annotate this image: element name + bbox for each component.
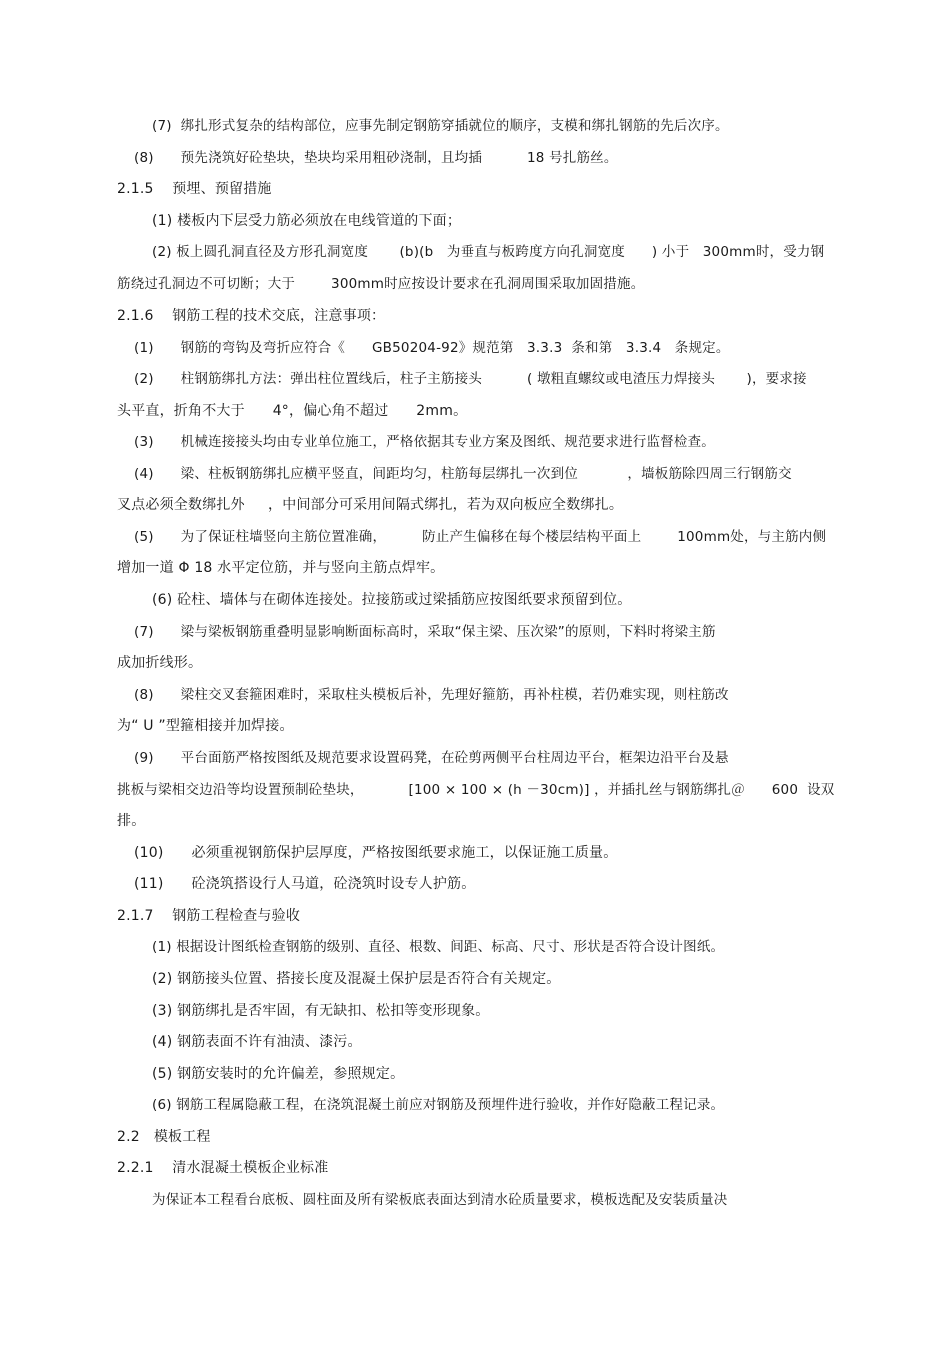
text-line: (1) 楼板内下层受力筋必须放在电线管道的下面；	[152, 213, 462, 229]
text-line: (2) 柱钢筋绑扎方法：弹出柱位置线后，柱子主筋接头 ( 墩粗直螺纹或电渣压力焊接头 )，要求接	[134, 371, 807, 387]
section-heading: 2.2 模板工程	[117, 1129, 211, 1145]
text-line: (7) 梁与梁板钢筋重叠明显影响断面标高时，采取“保主梁、压次梁”的原则，下料时将梁主筋	[134, 624, 716, 640]
text-line: (8) 梁柱交叉套箍困难时，采取柱头模板后补，先理好箍筋，再补柱模，若仍难实现，则柱筋改	[134, 687, 729, 703]
text-line: (11) 砼浇筑搭设行人马道，砼浇筑时设专人护筋。	[134, 876, 476, 892]
text-line: (6) 砼柱、墙体与在砌体连接处。拉接筋或过梁插筋应按图纸要求预留到位。	[152, 592, 632, 608]
text-line: (2) 板上圆孔洞直径及方形孔洞宽度 (b)(b 为垂直与板跨度方向孔洞宽度 ) 小于 300mm时，受力钢	[152, 244, 825, 260]
text-line: 叉点必须全数绑扎外 ，中间部分可采用间隔式绑扎，若为双向板应全数绑扎。	[117, 497, 624, 513]
text-line: 为“ U ”型箍相接并加焊接。	[117, 718, 294, 734]
text-line: (1) 钢筋的弯钩及弯折应符合《 GB50204-92》规范第 3.3.3 条和第 3.3.4 条规定。	[134, 340, 730, 356]
text-line: 增加一道 Φ 18 水平定位筋，并与竖向主筋点焊牢。	[117, 560, 445, 576]
text-line: (8) 预先浇筑好砼垫块，垫块均采用粗砂浇制，且均插 18 号扎筋丝。	[134, 150, 618, 166]
section-heading: 2.2.1 清水混凝土模板企业标准	[117, 1160, 329, 1176]
text-line: 成加折线形。	[117, 655, 203, 671]
text-line: 为保证本工程看台底板、圆柱面及所有梁板底表面达到清水砼质量要求，模板选配及安装质量决	[152, 1192, 728, 1208]
text-line: (5) 钢筋安装时的允许偏差，参照规定。	[152, 1066, 405, 1082]
section-heading: 2.1.5 预埋、预留措施	[117, 181, 272, 197]
section-heading: 2.1.7 钢筋工程检查与验收	[117, 908, 301, 924]
text-line: (3) 机械连接接头均由专业单位施工，严格依据其专业方案及图纸、规范要求进行监督检查。	[134, 434, 715, 450]
text-line: (4) 梁、柱板钢筋绑扎应横平竖直，间距均匀，柱筋每层绑扎一次到位 ，墙板筋除四周三行钢筋交	[134, 466, 792, 482]
text-line: (4) 钢筋表面不许有油渍、漆污。	[152, 1034, 362, 1050]
text-line: (2) 钢筋接头位置、搭接长度及混凝土保护层是否符合有关规定。	[152, 971, 561, 987]
text-line: (3) 钢筋绑扎是否牢固，有无缺扣、松扣等变形现象。	[152, 1003, 490, 1019]
text-line: 挑板与梁相交边沿等均设置预制砼垫块， [100 × 100 × (h －30cm)] ，并插扎丝与钢筋绑扎＠ 600 设双	[117, 782, 835, 798]
text-line: 头平直，折角不大于 4°，偏心角不超过 2mm。	[117, 403, 468, 419]
text-line: (6) 钢筋工程属隐蔽工程，在浇筑混凝土前应对钢筋及预埋件进行验收，并作好隐蔽工程记录。	[152, 1097, 725, 1113]
text-line: 排。	[117, 813, 146, 829]
text-line: (5) 为了保证柱墙竖向主筋位置准确， 防止产生偏移在每个楼层结构平面上 100mm处，与主筋内侧	[134, 529, 827, 545]
text-line: 筋绕过孔洞边不可切断；大于 300mm时应按设计要求在孔洞周围采取加固措施。	[117, 276, 645, 292]
text-line: (1) 根据设计图纸检查钢筋的级别、直径、根数、间距、标高、尺寸、形状是否符合设计图纸。	[152, 939, 725, 955]
text-line: (9) 平台面筋严格按图纸及规范要求设置码凳，在砼剪两侧平台柱周边平台，框架边沿平台及悬	[134, 750, 729, 766]
text-line: (10) 必须重视钢筋保护层厚度，严格按图纸要求施工，以保证施工质量。	[134, 845, 618, 861]
text-line: (7) 绑扎形式复杂的结构部位，应事先制定钢筋穿插就位的顺序，支模和绑扎钢筋的先后次序。	[152, 118, 729, 134]
section-heading: 2.1.6 钢筋工程的技术交底，注意事项：	[117, 308, 386, 324]
